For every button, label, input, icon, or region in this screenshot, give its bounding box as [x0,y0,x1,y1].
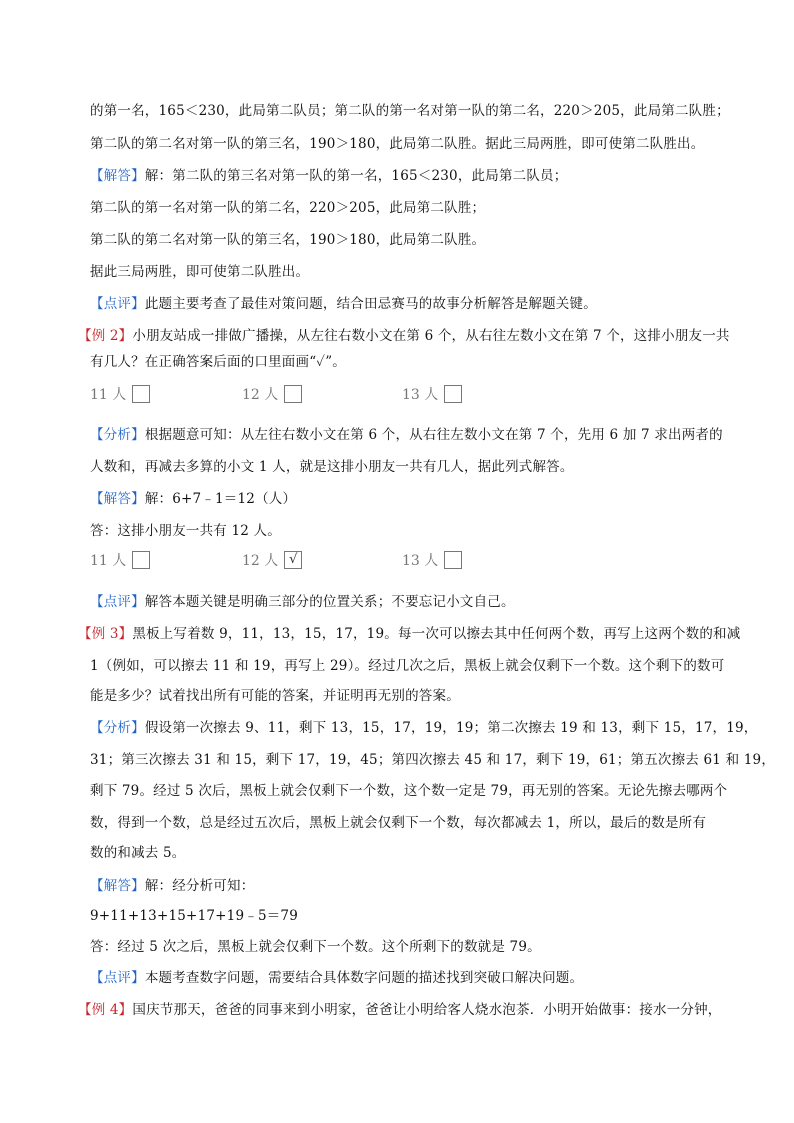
analysis-tag: 【分析】 [90,427,145,443]
answer-line [90,876,730,896]
example-text: 小朋友站成一排做广播操，从左往右数小文在第 6 个，从右往左数小文在第 7 个，这排小朋友一共 [132,328,730,344]
example-tag: 【例 2】 [78,328,133,344]
example-text: 黑板上写着数 9，11，13，15，17，19。每一次可以擦去其中任何两个数，再写上这两个数的和减 [132,626,741,642]
option-label: 13 人 [402,387,439,403]
option-label: 12 人 [242,553,279,569]
answer-tag: 【解答】 [90,878,145,894]
checkbox[interactable] [132,385,150,403]
comment-text: 本题考查数字问题，需要结合具体数字问题的描述找到突破口解决问题。 [144,970,584,986]
answer-text: 解：经分析可知： [144,878,255,894]
answer-line [90,166,730,186]
option [90,550,150,570]
example-line [78,326,730,346]
checkbox[interactable] [284,385,302,403]
option [90,384,150,404]
analysis-line [90,718,758,738]
example-line: 1（例如，可以擦去 11 和 19，再写上 29）。经过几次之后，黑板上就会仅剩下一个数。这个剩下的数可 [90,658,725,674]
analysis-tag: 【分析】 [90,720,145,736]
answer-line: 据此三局两胜，即可使第二队胜出。 [90,264,310,280]
answer-text: 解：第二队的第三名对第一队的第一名，165＜230，此局第二队员； [144,168,568,184]
analysis-line: 人数和，再减去多算的小文 1 人，就是这排小朋友一共有几人，据此列式解答。 [90,459,574,475]
example-tag: 【例 4】 [78,1002,133,1018]
comment-line [90,968,730,988]
analysis-line: 剩下 79。经过 5 次后，黑板上就会仅剩下一个数，这个数一定是 79，再无别的答案。无论先擦去哪两个 [90,783,728,799]
text-line: 的第一名，165＜230，此局第二队员；第二队的第一名对第一队的第二名，220＞205，此局第二队胜； [90,103,730,119]
analysis-line [90,425,730,445]
option-label: 12 人 [242,387,279,403]
checkbox-checked[interactable] [284,551,302,569]
comment-line [90,592,730,612]
comment-line [90,294,730,314]
example-line [78,1000,722,1020]
checkbox[interactable] [132,551,150,569]
example-tag: 【例 3】 [78,626,133,642]
text-line: 第二队的第二名对第一队的第三名，190＞180，此局第二队胜。据此三局两胜，即可使第二队胜出。 [90,136,705,152]
option-label: 11 人 [90,387,127,403]
option-label: 11 人 [90,553,127,569]
analysis-text: 根据题意可知：从左往右数小文在第 6 个，从右往左数小文在第 7 个，先用 6 加 7 求出两者的 [144,427,723,443]
question-options [90,384,730,416]
answer-tag: 【解答】 [90,491,145,507]
analysis-line: 数，得到一个数，总是经过五次后，黑板上就会仅剩下一个数，每次都减去 1，所以，最后的数是所有 [90,815,707,831]
option [402,384,462,404]
answer-line: 答：这排小朋友一共有 12 人。 [90,523,281,539]
comment-tag: 【点评】 [90,296,145,312]
option [242,384,302,404]
analysis-text: 假设第一次擦去 9、11，剩下 13，15，17，19，19；第二次擦去 19 和 13，剩下 15，17，19， [144,720,758,736]
answer-line: 答：经过 5 次之后，黑板上就会仅剩下一个数。这个所剩下的数就是 79。 [90,939,541,955]
option-label: 13 人 [402,553,439,569]
example-text: 国庆节那天，爸爸的同事来到小明家，爸爸让小明给客人烧水泡茶．小明开始做事：接水一分钟， [132,1002,722,1018]
answer-text: 解：6+7﹣1＝12（人） [144,491,297,507]
check-mark-icon: √ [289,552,298,567]
analysis-line: 数的和减去 5。 [90,845,186,861]
comment-tag: 【点评】 [90,970,145,986]
checkbox[interactable] [444,385,462,403]
example-line [78,624,741,644]
answer-line: 9+11+13+15+17+19﹣5＝79 [90,908,299,924]
answer-line: 第二队的第二名对第一队的第三名，190＞180，此局第二队胜。 [90,232,486,248]
example-line: 能是多少？试着找出所有可能的答案，并证明再无别的答案。 [90,688,460,704]
option [242,550,302,570]
comment-tag: 【点评】 [90,594,145,610]
answer-tag: 【解答】 [90,168,145,184]
example-line: 有几人？在正确答案后面的口里面画“✓”。 [90,354,347,370]
option [402,550,462,570]
comment-text: 解答本题关键是明确三部分的位置关系；不要忘记小文自己。 [144,594,515,610]
answer-line [90,489,730,509]
analysis-line: 31；第三次擦去 31 和 15，剩下 17，19，45；第四次擦去 45 和 17，剩下 19，61；第五次擦去 61 和 19， [90,752,776,768]
checkbox[interactable] [444,551,462,569]
comment-text: 此题主要考查了最佳对策问题，结合田忌赛马的故事分析解答是解题关键。 [144,296,597,312]
answer-options [90,550,730,582]
answer-line: 第二队的第一名对第一队的第二名，220＞205，此局第二队胜； [90,200,486,216]
